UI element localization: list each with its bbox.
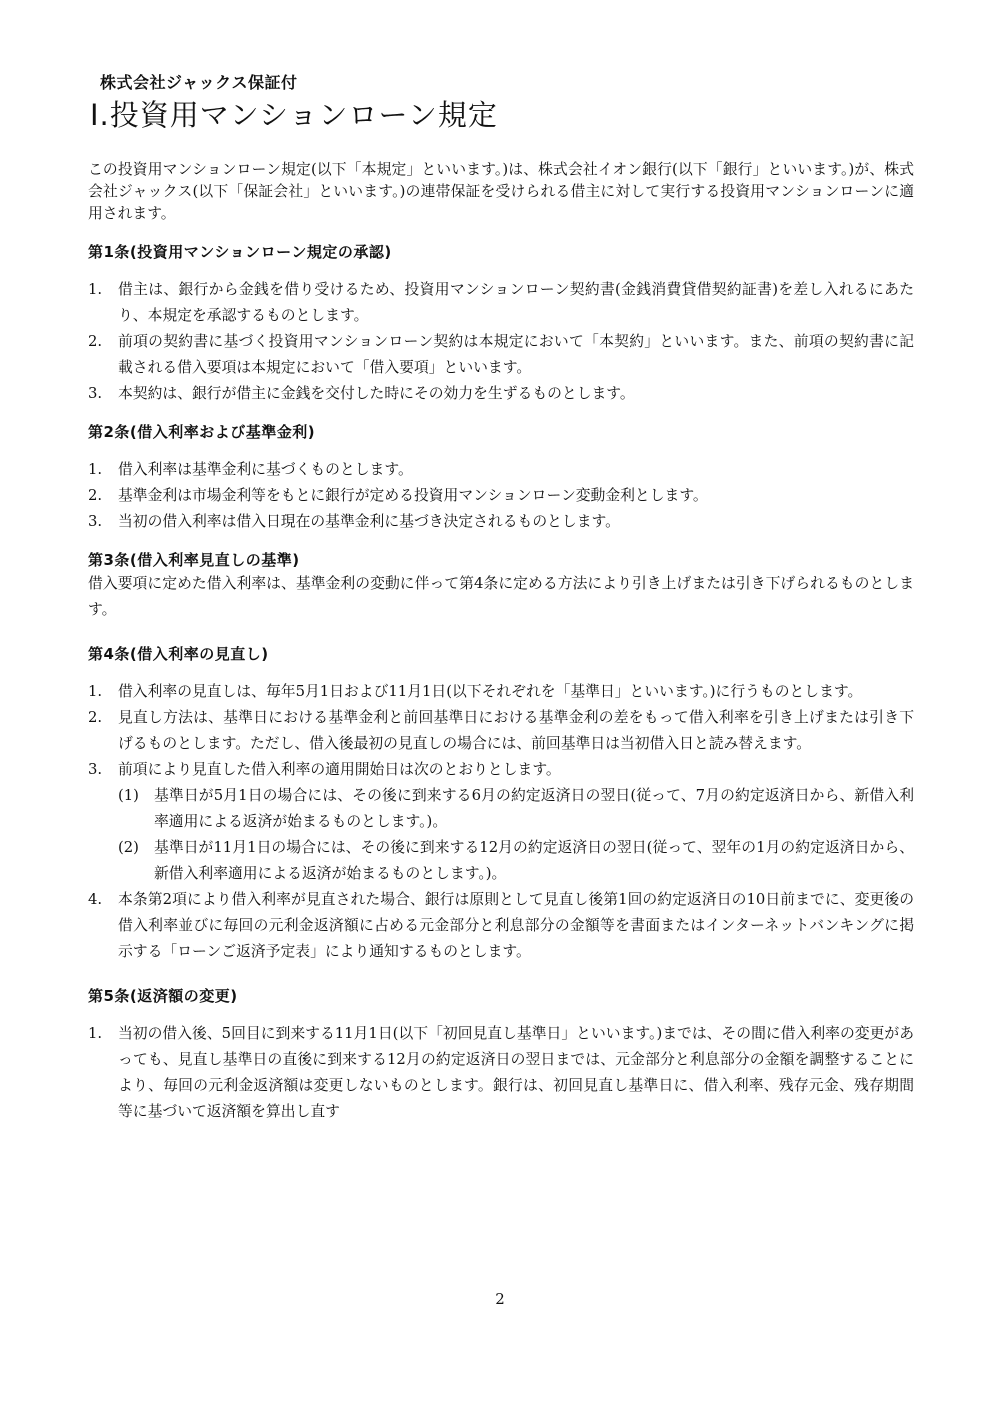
item-text: 見直し方法は、基準日における基準金利と前回基準日における基準金利の差をもって借入利率を引き上げまたは引き下げるものとします。ただし、借入後最初の見直しの場合には、前回基準日は当初借入日と読み替えます。 [118, 709, 914, 752]
item-text: 本条第2項により借入利率が見直された場合、銀行は原則として見直し後第1回の約定返済日の10日前までに、変更後の借入利率並びに毎回の元利金返済額に占める元金部分と利息部分の金額等を書面またはインターネットバンキングに掲示する「ローンご返済予定表」により通知するものとします。 [118, 891, 914, 960]
list-item [88, 483, 914, 509]
item-text: 借入利率の見直しは、毎年5月1日および11月1日(以下それぞれを「基準日」といいます。)に行うものとします。 [118, 683, 863, 700]
article-title: 第3条(借入利率見直しの基準) [88, 551, 300, 569]
article-paragraph: 借入要項に定めた借入利率は、基準金利の変動に伴って第4条に定める方法により引き上げまたは引き下げられるものとします。 [88, 575, 914, 618]
list-item [88, 381, 914, 407]
article-3 [88, 549, 914, 623]
article-title: 第2条(借入利率および基準金利) [88, 423, 316, 441]
page-number: 2 [495, 1290, 505, 1308]
item-text: 当初の借入利率は借入日現在の基準金利に基づき決定されるものとします。 [118, 513, 620, 530]
list-item [88, 277, 914, 329]
article-1 [88, 241, 914, 407]
sub-list-item [118, 835, 914, 887]
article-items [88, 679, 914, 965]
intro-paragraph: この投資用マンションローン規定(以下「本規定」といいます。)は、株式会社イオン銀行(以下「銀行」といいます。)が、株式会社ジャックス(以下「保証会社」といいます。)の連帯保証を受けられる借主に対して実行する投資用マンションローンに適用されます。 [88, 161, 914, 222]
article-items [88, 457, 914, 535]
document-title: Ⅰ.投資用マンションローン規定 [90, 98, 498, 132]
article-items [88, 1021, 914, 1125]
list-item [88, 329, 914, 381]
item-text: 前項の契約書に基づく投資用マンションローン契約は本規定において「本契約」といいます。また、前項の契約書に記載される借入要項は本規定において「借入要項」といいます。 [118, 333, 914, 376]
list-item [88, 757, 914, 887]
item-number: 2. [88, 709, 103, 726]
item-number: 2. [88, 487, 103, 504]
article-items [88, 277, 914, 407]
sub-items [118, 783, 914, 887]
list-item [88, 705, 914, 757]
sub-item-text: 基準日が5月1日の場合には、その後に到来する6月の約定返済日の翌日(従って、7月の約定返済日から、新借入利率適用による返済が始まるものとします。)。 [154, 787, 914, 830]
sub-item-text: 基準日が11月1日の場合には、その後に到来する12月の約定返済日の翌日(従って、翌年の1月の約定返済日から、新借入利率適用による返済が始まるものとします。)。 [154, 839, 914, 882]
sub-item-number: (1) [118, 787, 139, 804]
item-number: 1. [88, 683, 103, 700]
item-text: 前項により見直した借入利率の適用開始日は次のとおりとします。 [118, 761, 561, 778]
document-body [88, 159, 914, 1125]
article-5 [88, 985, 914, 1125]
item-number: 3. [88, 761, 103, 778]
list-item [88, 457, 914, 483]
article-2 [88, 421, 914, 535]
sub-item-number: (2) [118, 839, 139, 856]
list-item [88, 1021, 914, 1125]
item-text: 借入利率は基準金利に基づくものとします。 [118, 461, 413, 478]
item-number: 3. [88, 513, 103, 530]
item-text: 借主は、銀行から金銭を借り受けるため、投資用マンションローン契約書(金銭消費貸借契約証書)を差し入れるにあたり、本規定を承認するものとします。 [118, 281, 914, 324]
item-number: 2. [88, 333, 103, 350]
article-title: 第1条(投資用マンションローン規定の承認) [88, 243, 392, 261]
item-number: 4. [88, 891, 103, 908]
article-4 [88, 643, 914, 965]
list-item [88, 887, 914, 965]
item-number: 3. [88, 385, 103, 402]
item-text: 基準金利は市場金利等をもとに銀行が定める投資用マンションローン変動金利とします。 [118, 487, 708, 504]
item-text: 本契約は、銀行が借主に金銭を交付した時にその効力を生ずるものとします。 [118, 385, 635, 402]
list-item [88, 509, 914, 535]
guarantor-line: 株式会社ジャックス保証付 [100, 73, 298, 92]
item-number: 1. [88, 1025, 103, 1042]
list-item [88, 679, 914, 705]
item-number: 1. [88, 281, 103, 298]
sub-list-item [118, 783, 914, 835]
article-title: 第5条(返済額の変更) [88, 987, 238, 1005]
article-title: 第4条(借入利率の見直し) [88, 645, 269, 663]
item-number: 1. [88, 461, 103, 478]
item-text: 当初の借入後、5回目に到来する11月1日(以下「初回見直し基準日」といいます。)までは、その間に借入利率の変更があっても、見直し基準日の直後に到来する12月の約定返済日の翌日までは、元金部分と利息部分の金額を調整することにより、毎回の元利金返済額は変更しないものとします。銀行は、初回見直し基準日に、借入利率、残存元金、残存期間等に基づいて返済額を算出し直す [118, 1025, 914, 1120]
